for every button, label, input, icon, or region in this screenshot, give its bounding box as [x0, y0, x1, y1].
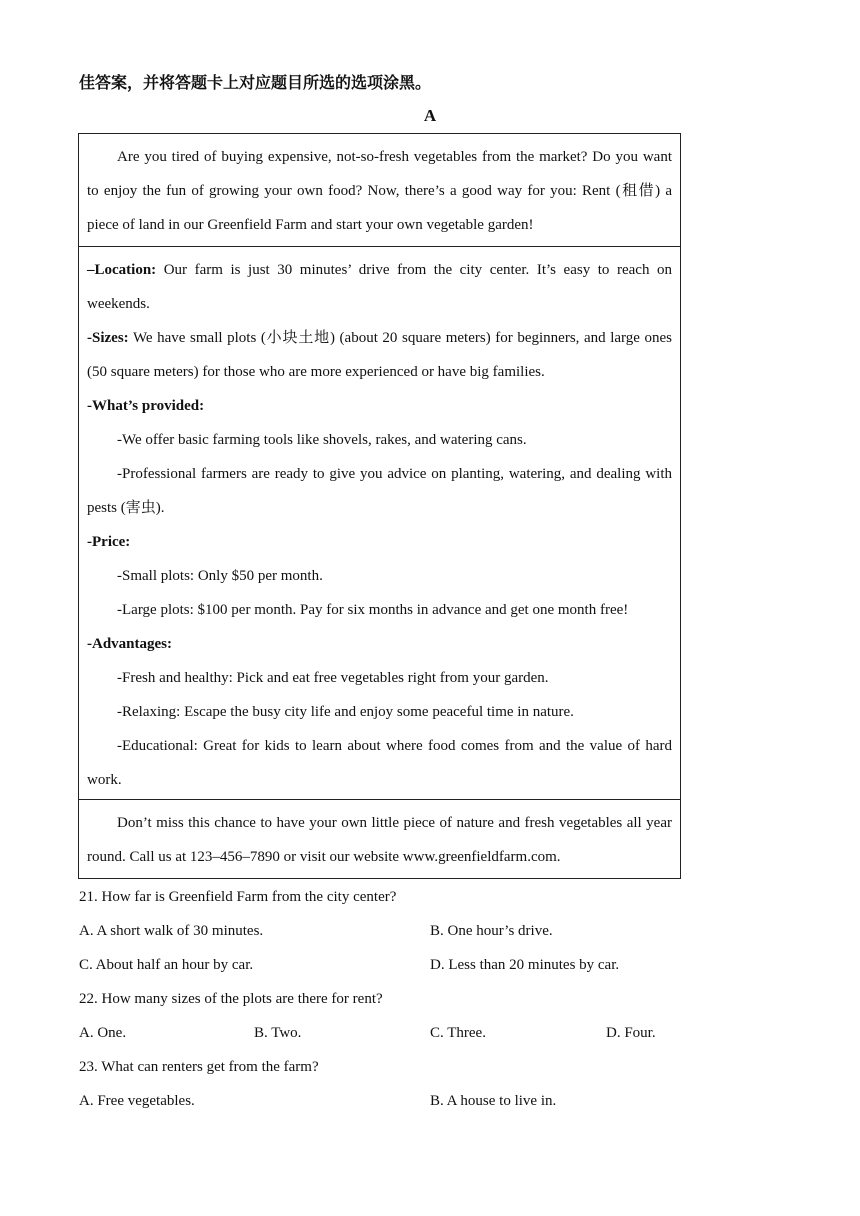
question-list: [79, 880, 782, 1118]
advantage-item: -Relaxing: Escape the busy city life and enjoy some peaceful time in nature.: [117, 704, 574, 720]
option-row: [79, 1016, 782, 1050]
provided-item: -Professional farmers are ready to give you advice on planting, watering, and dealing with pests (害虫).: [87, 466, 672, 516]
ad-intro-paragraph: Are you tired of buying expensive, not-so-fresh vegetables from the market? Do you want to enjoy the fun of growing your own food? Now, there’s a good way for you: Rent (租借) a piece of land in our Greenfield Farm and start your own vegetable garden!: [87, 149, 672, 233]
option-b: B. A house to live in.: [430, 1093, 557, 1109]
price-item: -Large plots: $100 per month. Pay for six months in advance and get one month free!: [117, 602, 629, 618]
price-label: -Price:: [87, 534, 131, 550]
question-stem: 23. What can renters get from the farm?: [79, 1059, 319, 1075]
location-label: –Location:: [87, 262, 157, 278]
location-text: Our farm is just 30 minutes’ drive from the city center. It’s easy to reach on weekends.: [87, 262, 672, 312]
location-paragraph: [87, 253, 672, 321]
option-d: D. Less than 20 minutes by car.: [430, 957, 620, 973]
option-b: B. Two.: [254, 1025, 302, 1041]
option-row: [79, 914, 782, 948]
sizes-paragraph: [87, 321, 672, 389]
ad-outro-cell: [79, 799, 680, 878]
ad-details-cell: [79, 246, 680, 799]
question-stem: 22. How many sizes of the plots are there for rent?: [79, 991, 383, 1007]
advantage-item: -Educational: Great for kids to learn about where food comes from and the value of hard work.: [87, 738, 672, 788]
option-b: B. One hour’s drive.: [430, 923, 553, 939]
sizes-label: -Sizes:: [87, 330, 129, 346]
price-item: -Small plots: Only $50 per month.: [117, 568, 323, 584]
instruction-text: 佳答案，并将答题卡上对应题目所选的选项涂黑。: [79, 73, 432, 92]
option-c: C. Three.: [430, 1025, 486, 1041]
option-row: [79, 1084, 782, 1118]
option-a: A. One.: [79, 1025, 127, 1041]
option-a: A. Free vegetables.: [79, 1093, 195, 1109]
provided-item: -We offer basic farming tools like shovels, rakes, and watering cans.: [117, 432, 527, 448]
advertisement-box: [78, 133, 681, 879]
ad-intro-cell: [79, 134, 680, 246]
sizes-text: We have small plots (小块土地) (about 20 square meters) for beginners, and large ones (50 square meters) for those who are more experienced or have big families.: [87, 330, 672, 380]
section-heading: A: [423, 106, 437, 125]
question-stem: 21. How far is Greenfield Farm from the city center?: [79, 889, 397, 905]
option-c: C. About half an hour by car.: [79, 957, 254, 973]
ad-outro-paragraph: Don’t miss this chance to have your own little piece of nature and fresh vegetables all year round. Call us at 123–456–7890 or visit our website www.greenfieldfarm.com.: [87, 815, 672, 865]
advantage-item: -Fresh and healthy: Pick and eat free vegetables right from your garden.: [117, 670, 549, 686]
advantages-label: -Advantages:: [87, 636, 172, 652]
provided-label: -What’s provided:: [87, 398, 205, 414]
option-a: A. A short walk of 30 minutes.: [79, 923, 264, 939]
option-d: D. Four.: [606, 1025, 656, 1041]
option-row: [79, 948, 782, 982]
